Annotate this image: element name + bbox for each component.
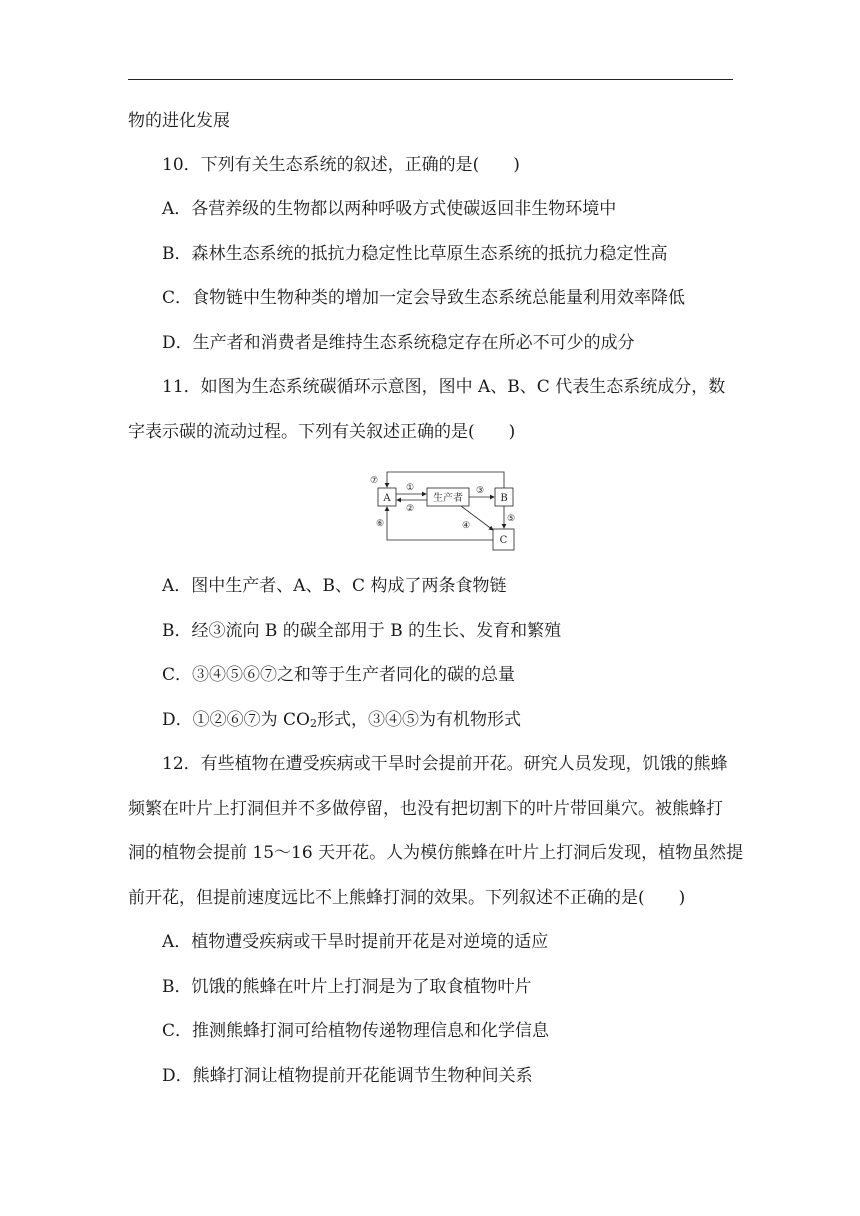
question-12-stem-line1: 12．有些植物在遭受疾病或干旱时会提前开花。研究人员发现，饥饿的熊蜂 xyxy=(162,754,728,774)
option-d-prefix: D．①②⑥⑦为 CO xyxy=(162,710,310,730)
label-producer: 生产者 xyxy=(433,493,463,504)
question-11-option-a: A．图中生产者、A、B、C 构成了两条食物链 xyxy=(162,576,507,596)
question-11-stem-line1: 11．如图为生态系统碳循环示意图，图中 A、B、C 代表生态系统成分，数 xyxy=(162,377,726,397)
question-11-stem-line2: 字表示碳的流动过程。下列有关叙述正确的是( ) xyxy=(128,422,516,442)
header-rule xyxy=(128,79,733,80)
question-10-option-b: B．森林生态系统的抵抗力稳定性比草原生态系统的抵抗力稳定性高 xyxy=(162,244,668,264)
question-12-option-a: A．植物遭受疾病或干旱时提前开花是对逆境的适应 xyxy=(162,932,549,952)
question-11-option-c: C．③④⑤⑥⑦之和等于生产者同化的碳的总量 xyxy=(162,665,516,685)
text-line: 物的进化发展 xyxy=(128,111,230,131)
question-11-option-b: B．经③流向 B 的碳全部用于 B 的生长、发育和繁殖 xyxy=(162,621,562,641)
question-10-stem: 10．下列有关生态系统的叙述，正确的是( ) xyxy=(162,155,520,175)
label-b: B xyxy=(500,493,508,504)
num-7: ⑦ xyxy=(370,476,379,486)
question-12-stem-line3: 洞的植物会提前 15～16 天开花。人为模仿熊蜂在叶片上打洞后发现，植物虽然提 xyxy=(128,843,744,863)
num-2: ② xyxy=(406,504,415,514)
question-12-option-b: B．饥饿的熊蜂在叶片上打洞是为了取食植物叶片 xyxy=(162,977,532,997)
option-d-suffix: 形式，③④⑤为有机物形式 xyxy=(316,710,521,730)
label-c: C xyxy=(499,535,508,546)
question-12-stem-line4: 前开花，但提前速度远比不上熊蜂打洞的效果。下列叙述不正确的是( ) xyxy=(128,888,686,908)
carbon-cycle-diagram xyxy=(366,468,526,554)
question-12-stem-line2: 频繁在叶片上打洞但并不多做停留，也没有把切割下的叶片带回巢穴。被熊蜂打 xyxy=(128,799,723,819)
num-5: ⑤ xyxy=(507,514,516,524)
question-10-option-c: C．食物链中生物种类的增加一定会导致生态系统总能量利用效率降低 xyxy=(162,288,686,308)
question-10-option-d: D．生产者和消费者是维持生态系统稳定存在所必不可少的成分 xyxy=(162,333,635,353)
question-12-option-c: C．推测熊蜂打洞可给植物传递物理信息和化学信息 xyxy=(162,1021,550,1041)
num-3: ③ xyxy=(476,486,485,496)
num-4: ④ xyxy=(462,521,471,531)
question-11-option-d xyxy=(162,708,521,736)
question-12-option-d: D．熊蜂打洞让植物提前开花能调节生物种间关系 xyxy=(162,1066,533,1086)
arrow-6 xyxy=(387,507,493,540)
num-1: ① xyxy=(406,483,415,493)
num-6: ⑥ xyxy=(376,519,385,529)
arrow-7 xyxy=(387,472,504,488)
co2-subscript: 2 xyxy=(309,717,317,730)
question-10-option-a: A．各营养级的生物都以两种呼吸方式使碳返回非生物环境中 xyxy=(162,199,617,219)
label-a: A xyxy=(383,493,391,504)
